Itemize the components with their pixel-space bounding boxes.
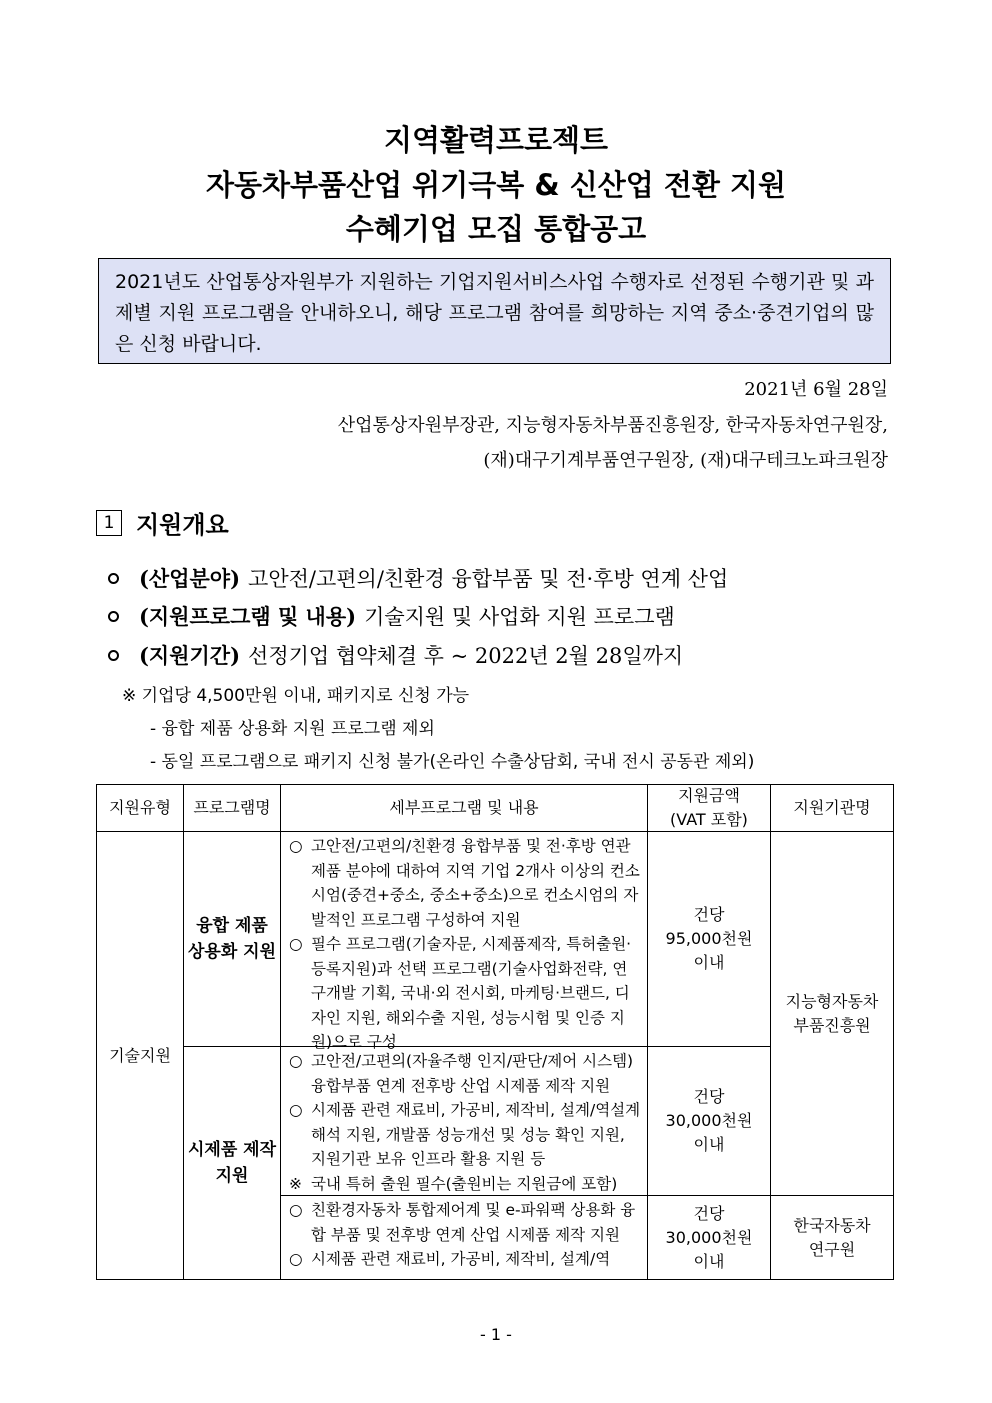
detail-item	[289, 1098, 641, 1172]
circle-bullet-icon	[108, 650, 119, 661]
note-sub-1: - 융합 제품 상용화 지원 프로그램 제외	[150, 719, 435, 739]
item-mark: ○	[289, 1052, 303, 1070]
item-mark: ○	[289, 935, 303, 953]
bullet-program	[108, 601, 675, 631]
detail-item	[289, 1049, 641, 1098]
intro-box: 2021년도 산업통상자원부가 지원하는 기업지원서비스사업 수행자로 선정된 수행기관 및 과제별 지원 프로그램을 안내하오니, 해당 프로그램 참여를 희망하는 지역 중소·중견기업의 많은 신청 바랍니다.	[98, 258, 891, 364]
detail-item	[289, 1247, 610, 1272]
amount-line-2: 95,000천원	[665, 929, 753, 948]
agency-cell	[770, 831, 894, 1196]
amount-line-2: 30,000천원	[665, 1111, 753, 1130]
header-type: 지원유형	[96, 784, 184, 832]
amount-line-1: 건당	[693, 1203, 725, 1223]
bullet-industry	[108, 563, 728, 593]
amount-cell	[647, 1195, 771, 1280]
program-name-line-1: 시제품 제작	[187, 1140, 277, 1160]
item-mark: ※	[289, 1174, 302, 1193]
header-agency: 지원기관명	[770, 784, 894, 832]
bullet-period	[108, 640, 683, 670]
amount-line-3: 이내	[693, 953, 725, 972]
amount-cell	[647, 831, 771, 1047]
item-text: 필수 프로그램(기술자문, 시제품제작, 특허출원·등록지원)과 선택 프로그램(기술사업화전략, 연구개발 기획, 국내·외 전시회, 마케팅·브랜드, 디자인 지원, 해외수출 지원, 성능시험 및 인증 지원)으로 구성	[311, 935, 632, 1051]
detail-cell	[280, 1195, 648, 1280]
detail-cell	[280, 1046, 648, 1196]
header-amount-line-1: 지원금액	[678, 786, 740, 805]
bullet-text: 고안전/고편의/친환경 융합부품 및 전·후방 연계 산업	[248, 567, 729, 591]
section-number-box: 1	[96, 510, 122, 536]
item-mark: ○	[289, 1201, 303, 1219]
detail-item	[289, 834, 641, 932]
header-amount-line-2: (VAT 포함)	[670, 810, 748, 829]
bullet-key: (산업분야)	[139, 566, 241, 591]
item-mark: ○	[289, 837, 303, 855]
bullet-text: 기술지원 및 사업화 지원 프로그램	[364, 605, 675, 629]
agency-line-1: 한국자동차	[793, 1215, 871, 1235]
item-mark: ○	[289, 1250, 303, 1268]
item-text: 고안전/고편의/친환경 융합부품 및 전·후방 연관제품 분야에 대하여 지역 기업 2개사 이상의 컨소시엄(중견+중소, 중소+중소)으로 컨소시엄의 자발적인 프로그램 구성하여 지원	[311, 837, 640, 929]
section-title: 지원개요	[136, 511, 229, 539]
program-name-line-2: 지원	[215, 1166, 249, 1186]
detail-item	[289, 932, 641, 1055]
header-detail: 세부프로그램 및 내용	[280, 784, 648, 832]
item-text: 친환경자동차 통합제어계 및 e-파워팩 상용화 융합 부품 및 전후방 연계 산업 시제품 제작 지원	[311, 1201, 636, 1244]
amount-line-2: 30,000천원	[665, 1227, 753, 1247]
bullet-key: (지원기간)	[139, 643, 241, 668]
circle-bullet-icon	[108, 611, 119, 622]
bullet-text: 선정기업 협약체결 후 ~ 2022년 2월 28일까지	[248, 644, 684, 668]
circle-bullet-icon	[108, 573, 119, 584]
issuing-orgs-line-2: (재)대구기계부품연구원장, (재)대구테크노파크원장	[483, 450, 888, 471]
program-cell	[183, 1046, 281, 1280]
amount-line-1: 건당	[693, 905, 725, 924]
program-name-line-2: 상용화 지원	[187, 942, 277, 962]
program-name-line-1: 융합 제품	[196, 916, 268, 936]
amount-line-3: 이내	[693, 1135, 725, 1154]
note-sub-2: - 동일 프로그램으로 패키지 신청 불가(온라인 수출상담회, 국내 전시 공동관 제외)	[150, 752, 755, 772]
detail-item	[289, 1198, 641, 1247]
item-text: 국내 특허 출원 필수(출원비는 지원금에 포함)	[311, 1174, 618, 1193]
issuing-orgs-line-1: 산업통상자원부장관, 지능형자동차부품진흥원장, 한국자동차연구원장,	[337, 415, 888, 436]
title-line-1: 지역활력프로젝트	[383, 123, 609, 157]
agency-line-2: 연구원	[808, 1239, 856, 1259]
detail-cell	[280, 831, 648, 1051]
item-mark: ○	[289, 1101, 303, 1119]
item-text: 시제품 관련 재료비, 가공비, 제작비, 설계/역설계 해석 지원, 개발품 성능개선 및 성능 확인 지원, 지원기관 보유 인프라 활용 지원 등	[311, 1101, 641, 1168]
announcement-date: 2021년 6월 28일	[744, 379, 888, 400]
detail-item	[289, 1172, 617, 1197]
section-heading	[96, 505, 229, 540]
agency-line-1: 지능형자동차	[785, 991, 879, 1011]
agency-line-2: 부품진흥원	[793, 1015, 871, 1035]
header-program: 프로그램명	[183, 784, 281, 832]
page-number: - 1 -	[480, 1325, 512, 1344]
amount-line-3: 이내	[693, 1251, 725, 1271]
program-cell	[183, 831, 281, 1047]
title-line-2: 자동차부품산업 위기극복 & 신산업 전환 지원	[205, 168, 787, 202]
item-text: 시제품 관련 재료비, 가공비, 제작비, 설계/역	[311, 1250, 611, 1268]
title-line-3: 수혜기업 모집 통합공고	[345, 212, 647, 246]
agency-cell	[770, 1195, 894, 1280]
amount-line-1: 건당	[693, 1087, 725, 1106]
header-amount	[647, 784, 771, 832]
item-text: 고안전/고편의(자율주행 인지/판단/제어 시스템) 융합부품 연계 전후방 산업 시제품 제작 지원	[311, 1052, 634, 1095]
type-cell: 기술지원	[96, 831, 184, 1280]
note-main: ※ 기업당 4,500만원 이내, 패키지로 신청 가능	[122, 686, 470, 706]
bullet-key: (지원프로그램 및 내용)	[139, 604, 357, 629]
amount-cell	[647, 1046, 771, 1196]
